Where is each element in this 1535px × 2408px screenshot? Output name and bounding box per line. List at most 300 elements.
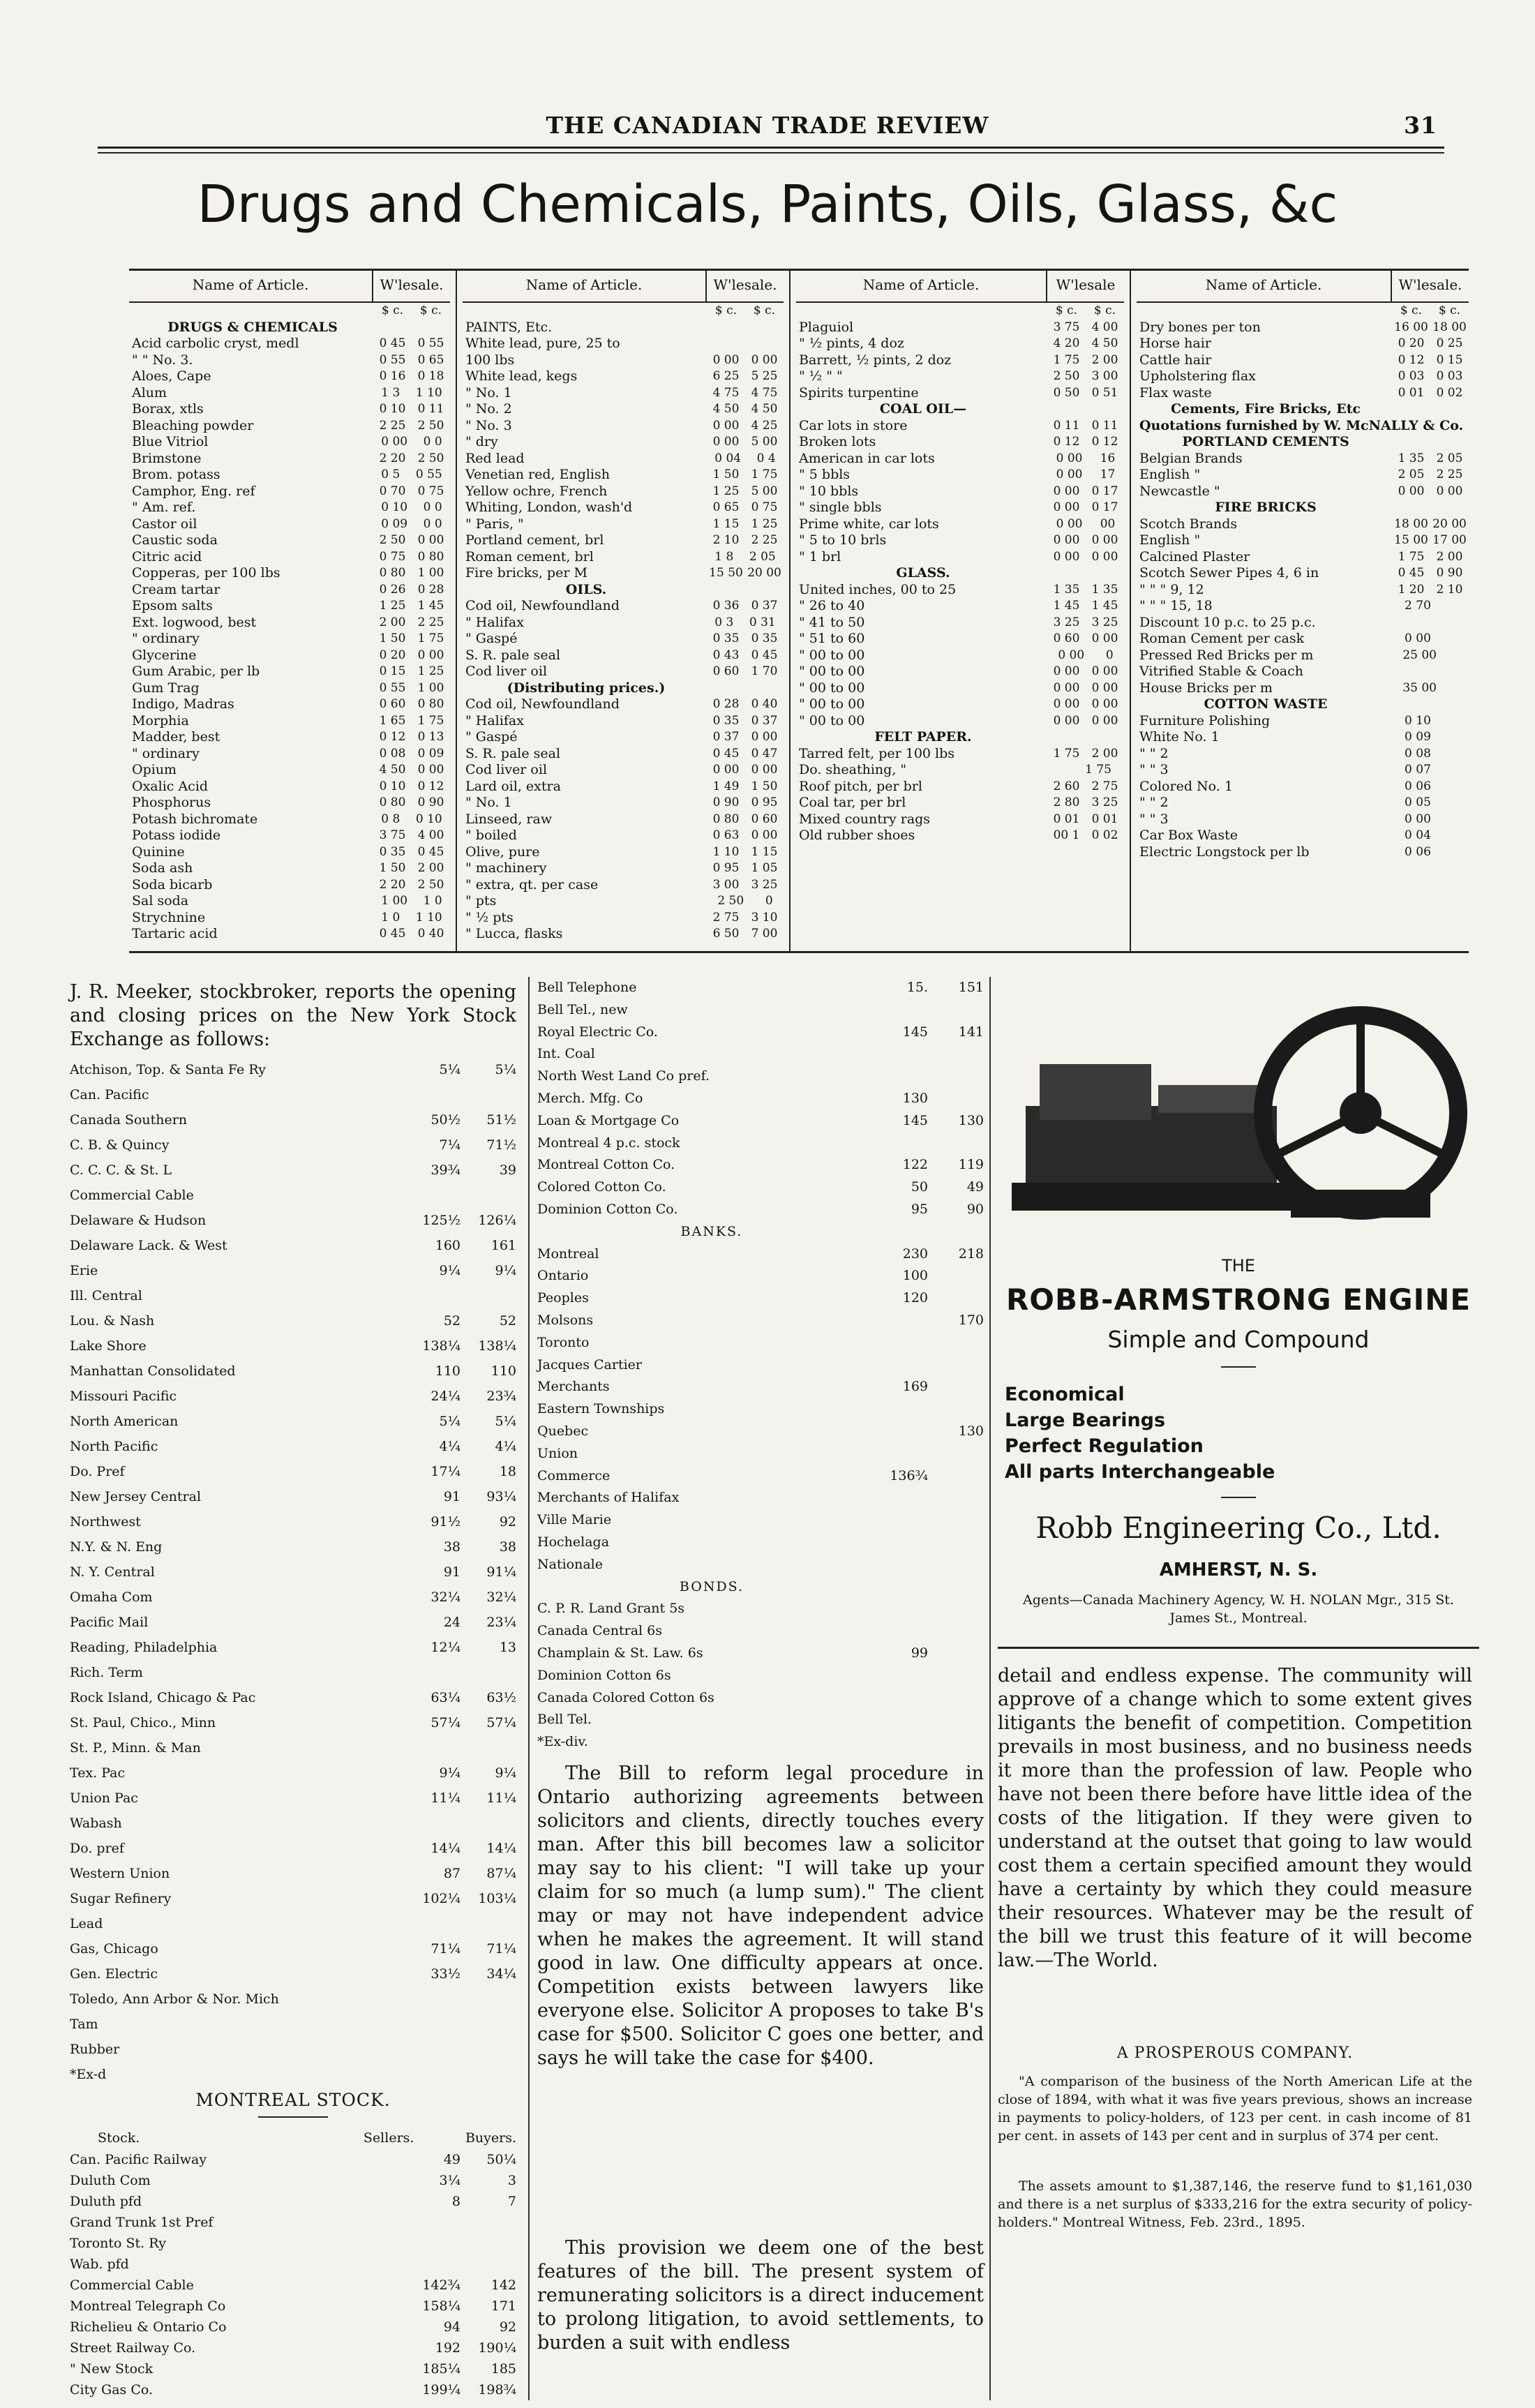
- stock-name: Molsons: [537, 1312, 594, 1328]
- price-low: 00 1: [1053, 828, 1080, 842]
- price-low: 0 01: [1398, 385, 1425, 400]
- stock-name: Bell Telephone: [537, 980, 637, 995]
- price-high: 0 75: [751, 500, 778, 514]
- table-row: [1137, 648, 1469, 664]
- article-name: Spirits turpentine: [799, 384, 919, 401]
- table-row: [463, 648, 784, 664]
- stock-name: Peoples: [537, 1290, 589, 1306]
- stock-close: 130: [958, 1423, 984, 1439]
- currency-labels: [707, 303, 784, 320]
- stock-close: [928, 1554, 984, 1576]
- wholesale-prices: [707, 352, 784, 369]
- article-name: " ½ pts: [465, 909, 514, 925]
- stock-row: [70, 1987, 516, 2012]
- article-name: Quotations furnished by W. McNALLY & Co.: [1139, 417, 1464, 433]
- price-high: 0 28: [417, 582, 444, 597]
- wholesale-prices: [707, 582, 784, 599]
- table-row: [1137, 729, 1469, 746]
- table-row: [463, 401, 784, 418]
- stock-row: [537, 1465, 984, 1488]
- table-row: [129, 549, 450, 566]
- stock-row: [537, 1709, 984, 1731]
- stock-name: Ontario: [537, 1268, 589, 1284]
- stock-row: [70, 1409, 516, 1434]
- price-high: 2 10: [1436, 582, 1463, 597]
- stock-name: Montreal: [537, 1246, 599, 1262]
- price-low: 0 3: [714, 615, 734, 629]
- stock-row: [70, 1434, 516, 1459]
- stock-row: [70, 1107, 516, 1132]
- stock-open: 33½: [430, 1966, 460, 1982]
- stock-row: [537, 1022, 984, 1044]
- stock-name: " New Stock: [70, 2361, 154, 2377]
- article-name: Calcined Plaster: [1139, 548, 1250, 564]
- stock-open: 185¼: [422, 2361, 460, 2377]
- price-high: 0 31: [749, 615, 776, 629]
- table-row: [129, 779, 450, 795]
- bill-article-p1: The Bill to reform legal procedure in Ontario authorizing agreements between solicitors and clients, directly touches every man. After this bill becomes law a solicitor may say to his client: "I will take up your claim for so much (a lump sum)." The client may or may not have independent advice when he makes the agreement. It will stand good in law. One difficulty appears at once. Competition exists between lawyers like everyone else. Solicitor A proposes to take B's case for $500. Solicitor C goes one better, and says he will take the case for $400.: [537, 1763, 984, 2069]
- price-low: 0 45: [1398, 566, 1425, 580]
- stock-open: [419, 2254, 460, 2275]
- currency-label: $ c.: [1093, 304, 1116, 317]
- stock-name: Rock Island, Chicago & Pac: [70, 1690, 256, 1705]
- wholesale-prices: [1392, 795, 1469, 812]
- wholesale-prices: [707, 320, 784, 336]
- table-row: [1137, 352, 1469, 369]
- price-low: 2 80: [1053, 795, 1080, 809]
- stock-open: 9¼: [439, 1765, 460, 1781]
- price-high: 0 02: [1436, 385, 1463, 400]
- stock-open: [886, 1043, 928, 1065]
- stock-group-heading: BANKS.: [680, 1223, 743, 1239]
- stock-open: 130: [902, 1090, 928, 1106]
- stock-close: 51½: [486, 1112, 516, 1128]
- article-name: Fire bricks, per M: [465, 565, 587, 581]
- stock-row: [70, 2149, 516, 2170]
- article-name: " 5 to 10 brls: [799, 532, 887, 548]
- mid-stock-list: [537, 977, 984, 1753]
- stock-close: 185: [491, 2361, 516, 2377]
- wholesale-prices: [373, 615, 450, 631]
- wholesale-prices: [373, 516, 450, 533]
- table-row: [129, 696, 450, 713]
- stock-close: [928, 1487, 984, 1509]
- article-name: Horse hair: [1139, 336, 1211, 351]
- stock-row: [537, 1132, 984, 1155]
- wholesale-prices: [707, 336, 784, 352]
- stock-close: [460, 1283, 516, 1308]
- section-heading: [1137, 434, 1469, 451]
- article-name: " 41 to 50: [799, 614, 865, 630]
- stock-name: Canada Southern: [70, 1112, 188, 1128]
- price-low: 0 04: [714, 451, 742, 465]
- price-high: 1 45: [1091, 599, 1118, 613]
- stock-close: [460, 1987, 516, 2012]
- article-name: " " No. 3.: [132, 352, 193, 368]
- currency-labels: [1392, 303, 1469, 320]
- wholesale-prices: [707, 762, 784, 779]
- stock-open: 145: [902, 1024, 928, 1040]
- stock-close: [460, 1183, 516, 1208]
- stock-row: [70, 1936, 516, 1961]
- article-name: Old rubber shoes: [799, 828, 915, 843]
- price-high: 4 50: [751, 402, 778, 416]
- stock-open: [886, 1709, 928, 1731]
- wholesale-prices: [1047, 352, 1124, 369]
- price-high: 0 00: [417, 533, 444, 547]
- article-name: Furniture Polishing: [1139, 712, 1271, 728]
- article-name: Plaguiol: [799, 319, 854, 335]
- price-high: 0 35: [751, 631, 778, 645]
- wholesale-prices: [1047, 434, 1124, 451]
- article-name: Bleaching powder: [132, 417, 254, 433]
- price-low: 0 00: [1053, 713, 1080, 728]
- wholesale-prices: [373, 484, 450, 500]
- stock-name: C. P. R. Land Grant 5s: [537, 1601, 685, 1617]
- table-row: [129, 418, 450, 435]
- article-name: " ½ " ": [799, 368, 843, 384]
- stock-row: [537, 1221, 984, 1243]
- stock-open: 110: [435, 1363, 460, 1379]
- article-name: Vitrified Stable & Coach: [1139, 664, 1304, 679]
- stock-open: 99: [911, 1645, 928, 1661]
- stock-close: 161: [491, 1238, 516, 1253]
- article-name: Portland cement, brl: [465, 532, 604, 548]
- price-high: 0 40: [417, 927, 444, 941]
- article-name: Madder, best: [132, 729, 220, 745]
- table-row: [463, 893, 784, 910]
- wholesale-prices: [707, 565, 784, 582]
- stock-open: [419, 1911, 460, 1936]
- price-high: 2 50: [417, 451, 444, 465]
- wholesale-prices: [707, 680, 784, 697]
- table-row: [796, 795, 1124, 812]
- wholesale-prices: [707, 746, 784, 763]
- price-low: 0 60: [1053, 631, 1080, 645]
- table-row: [1137, 484, 1469, 500]
- ad-rule: [1221, 1366, 1256, 1368]
- price-low: 1 00: [381, 894, 408, 908]
- price-low: 0 00: [381, 435, 408, 449]
- stock-open: [886, 1665, 928, 1687]
- section-heading: [796, 729, 1124, 746]
- price-low: 1 45: [1053, 599, 1080, 613]
- stock-row: [70, 2338, 516, 2358]
- section-title: Drugs and Chemicals, Paints, Oils, Glass, &c: [197, 174, 1338, 234]
- wholesale-prices: [373, 565, 450, 582]
- article-name: Cod oil, Newfoundland: [465, 598, 620, 613]
- price-low: 0 28: [712, 697, 740, 711]
- stock-close: 32¼: [486, 1590, 516, 1605]
- article-name: " No. 1: [465, 384, 512, 401]
- article-name: " 00 to 00: [799, 680, 865, 696]
- price-low: 35 00: [1402, 680, 1437, 695]
- stock-close: [928, 1265, 984, 1287]
- stock-name: Champlain & St. Law. 6s: [537, 1645, 703, 1661]
- article-name: Oxalic Acid: [132, 778, 209, 794]
- stock-open: 50½: [430, 1112, 460, 1128]
- price-low: 0 45: [379, 927, 406, 941]
- table-row: [129, 352, 450, 369]
- stock-name: Merch. Mfg. Co: [537, 1090, 643, 1106]
- wholesale-prices: [1392, 484, 1469, 500]
- price-high: 16: [1100, 451, 1116, 465]
- article-name: " No. 3: [465, 417, 512, 433]
- stock-open: 145: [902, 1112, 928, 1128]
- stock-open: 14¼: [430, 1841, 460, 1856]
- wholesale-prices: [373, 418, 450, 435]
- stock-name: Erie: [70, 1263, 98, 1278]
- stock-row: [70, 1961, 516, 1987]
- article-name: COTTON WASTE: [1204, 696, 1328, 712]
- section-heading: [1137, 500, 1469, 516]
- price-high: 0 51: [1091, 385, 1118, 400]
- ad-feature: Perfect Regulation: [1005, 1435, 1204, 1457]
- stock-open: [419, 2212, 460, 2233]
- article-name: Indigo, Madras: [132, 696, 234, 712]
- stock-open: [886, 1687, 928, 1710]
- stock-name: Merchants: [537, 1379, 610, 1395]
- wholesale-prices: [707, 385, 784, 402]
- wholesale-prices: [707, 418, 784, 435]
- table-row: [129, 434, 450, 451]
- currency-spacer: [463, 303, 707, 320]
- stock-name: Pacific Mail: [70, 1615, 149, 1630]
- price-low: 1 49: [712, 779, 740, 793]
- price-high: 1 10: [415, 910, 442, 925]
- article-name: American in car lots: [799, 450, 935, 466]
- stock-name: New Jersey Central: [70, 1489, 202, 1504]
- section-heading: [463, 582, 784, 599]
- stock-row: [537, 1176, 984, 1199]
- stock-open: [886, 1731, 928, 1753]
- price-high: 1 75: [1085, 763, 1111, 777]
- table-row: [1137, 532, 1469, 549]
- table-row: [1137, 385, 1469, 402]
- table-row: [129, 467, 450, 484]
- stock-open: 91½: [430, 1514, 460, 1530]
- stock-name: Bell Tel., new: [537, 1001, 628, 1017]
- wholesale-prices: [373, 532, 450, 549]
- stock-open: 230: [902, 1246, 928, 1262]
- table-row: [463, 696, 784, 713]
- stock-close: [460, 1082, 516, 1107]
- wholesale-prices: [373, 812, 450, 828]
- stock-open: 94: [443, 2319, 460, 2335]
- price-high: 0 00: [1091, 533, 1118, 547]
- article-name: Electric Longstock per lb: [1139, 844, 1310, 860]
- price-low: 0 20: [1398, 336, 1425, 350]
- price-high: 2 05: [749, 549, 776, 564]
- stock-name: Int. Coal: [537, 1046, 595, 1062]
- price-low: 0 12: [379, 730, 406, 744]
- price-high: 0 60: [751, 812, 778, 826]
- table-row: [463, 746, 784, 763]
- currency-label: $ c.: [419, 304, 442, 317]
- price-low: 4 20: [1053, 336, 1080, 350]
- price-low: 0 04: [1405, 828, 1431, 842]
- stock-name: Jacques Cartier: [537, 1356, 643, 1373]
- article-name: " " 3: [1139, 762, 1169, 777]
- table-row: [796, 713, 1124, 730]
- table-row: [463, 779, 784, 795]
- stock-name: Quebec: [537, 1423, 589, 1439]
- stock-close: [928, 1376, 984, 1398]
- article-name: " " " 15, 18: [1139, 598, 1213, 613]
- price-low: 6 50: [712, 927, 740, 941]
- stock-open: [419, 2233, 460, 2254]
- table-row: [463, 926, 784, 943]
- table-row: [1137, 467, 1469, 484]
- article-name: " " 3: [1139, 811, 1169, 827]
- column-header-wholesale: W'lesale.: [713, 276, 777, 293]
- stock-open: [886, 1332, 928, 1354]
- stock-close: 92: [499, 2319, 516, 2335]
- price-high: 1 00: [417, 566, 444, 580]
- price-low: 2 50: [379, 533, 406, 547]
- price-high: 0: [1105, 648, 1114, 662]
- price-low: 1 35: [1398, 451, 1425, 465]
- price-high: 0 03: [1436, 369, 1463, 383]
- stock-open: [886, 1487, 928, 1509]
- table-row: [129, 828, 450, 844]
- stock-name: Atchison, Top. & Santa Fe Ry: [70, 1062, 267, 1077]
- article-name: " pts: [465, 893, 497, 908]
- article-name: " boiled: [465, 828, 517, 843]
- stock-open: [419, 1183, 460, 1208]
- wholesale-prices: [1047, 812, 1124, 828]
- stock-open: [886, 999, 928, 1022]
- price-high: 0: [765, 894, 773, 908]
- price-high: 0 37: [751, 713, 778, 728]
- currency-row: [796, 303, 1124, 320]
- table-row: [796, 598, 1124, 615]
- wholesale-prices: [1392, 696, 1469, 713]
- table-row: [463, 434, 784, 451]
- stock-row: [537, 1154, 984, 1176]
- article-name: PAINTS, Etc.: [465, 319, 553, 335]
- table-row: [1137, 368, 1469, 385]
- article-name: Whiting, London, wash'd: [465, 500, 633, 515]
- table-row: [463, 910, 784, 927]
- montreal-stock-list: [70, 2149, 516, 2400]
- price-high: 4 00: [1091, 320, 1118, 334]
- stock-name: Union Pac: [70, 1790, 138, 1806]
- currency-row: [1137, 303, 1469, 320]
- price-high: 20 00: [1432, 516, 1467, 531]
- price-low: 1 35: [1053, 582, 1080, 597]
- article-name: Roman Cement per cask: [1139, 631, 1305, 646]
- article-name: " single bbls: [799, 500, 882, 515]
- article-name: Broken lots: [799, 434, 876, 449]
- table-row: [129, 598, 450, 615]
- table-row: [129, 615, 450, 631]
- bill-article-p2: This provision we deem one of the best features of the bill. The present system of remunerating solicitors is a direct inducement to prolong litigation, to avoid settlements, to burden a suit with endless: [537, 2237, 984, 2354]
- article-name: Car lots in store: [799, 417, 908, 433]
- column-rule: [989, 977, 991, 2400]
- article-name: Blue Vitriol: [132, 434, 209, 449]
- currency-labels: [1047, 303, 1124, 320]
- table-row: [463, 549, 784, 566]
- wholesale-prices: [707, 516, 784, 533]
- wholesale-prices: [1392, 746, 1469, 763]
- stock-name: Commercial Cable: [70, 1188, 194, 1203]
- stock-name: Canada Colored Cotton 6s: [537, 1689, 714, 1705]
- stock-close: [460, 1735, 516, 1760]
- stock-close: 198¾: [478, 2382, 516, 2398]
- article-name: 100 lbs: [465, 352, 515, 368]
- stock-open: 8: [451, 2194, 460, 2209]
- stock-close: [928, 999, 984, 1022]
- section-heading: [1137, 418, 1469, 435]
- wholesale-prices: [707, 368, 784, 385]
- table-row: [1137, 615, 1469, 631]
- price-low: 0 60: [712, 664, 740, 678]
- stock-close: 92: [499, 1514, 516, 1530]
- article-name: Borax, xtls: [132, 401, 204, 417]
- article-name: Ext. logwood, best: [132, 614, 257, 630]
- table-row: [463, 532, 784, 549]
- stock-name: Wabash: [70, 1816, 122, 1831]
- stock-name: Duluth pfd: [70, 2194, 142, 2209]
- price-low: 1 75: [1053, 746, 1080, 761]
- stock-name: North American: [70, 1414, 179, 1429]
- article-name: Caustic soda: [132, 532, 218, 548]
- article-name: Sal soda: [132, 893, 189, 908]
- table-row: [796, 762, 1124, 779]
- stock-open: 15.: [906, 980, 928, 995]
- table-row: [796, 320, 1124, 336]
- article-name: " 1 brl: [799, 548, 841, 564]
- wholesale-prices: [373, 877, 450, 894]
- stock-close: [460, 1911, 516, 1936]
- table-row: [129, 860, 450, 877]
- wholesale-prices: [1047, 532, 1124, 549]
- stock-name: Omaha Com: [70, 1590, 153, 1605]
- wholesale-prices: [1392, 500, 1469, 516]
- article-name: Do. sheathing, ": [799, 762, 907, 777]
- wholesale-prices: [1392, 368, 1469, 385]
- price-low: 4 50: [379, 763, 406, 777]
- wholesale-prices: [707, 401, 784, 418]
- article-name: White No. 1: [1139, 729, 1220, 745]
- article-name: DRUGS & CHEMICALS: [167, 319, 338, 335]
- stock-row: [537, 1287, 984, 1310]
- stock-row: [70, 1861, 516, 1886]
- stock-close: 71½: [486, 1137, 516, 1153]
- stock-close: [460, 2012, 516, 2037]
- stock-close: 126¼: [478, 1213, 516, 1228]
- price-low: 1 10: [712, 844, 740, 859]
- stock-open: 12¼: [430, 1640, 460, 1655]
- price-high: 0 02: [1091, 828, 1118, 842]
- table-row: [1137, 812, 1469, 828]
- article-name: " " 2: [1139, 745, 1169, 761]
- table-row: [796, 385, 1124, 402]
- price-low: 0 36: [712, 599, 740, 613]
- table-row: [1137, 828, 1469, 844]
- article-name: " 51 to 60: [799, 631, 865, 646]
- price-low: 0 00: [1053, 680, 1080, 695]
- price-high: 1 25: [417, 664, 444, 678]
- article-name: Roof pitch, per brl: [799, 778, 922, 794]
- wholesale-prices: [1392, 762, 1469, 779]
- price-low: 1 50: [379, 631, 406, 645]
- stock-open: 57¼: [430, 1715, 460, 1730]
- price-low: 0 80: [712, 812, 740, 826]
- price-high: 0 90: [417, 795, 444, 809]
- journal-title: THE CANADIAN TRADE REVIEW: [546, 112, 989, 139]
